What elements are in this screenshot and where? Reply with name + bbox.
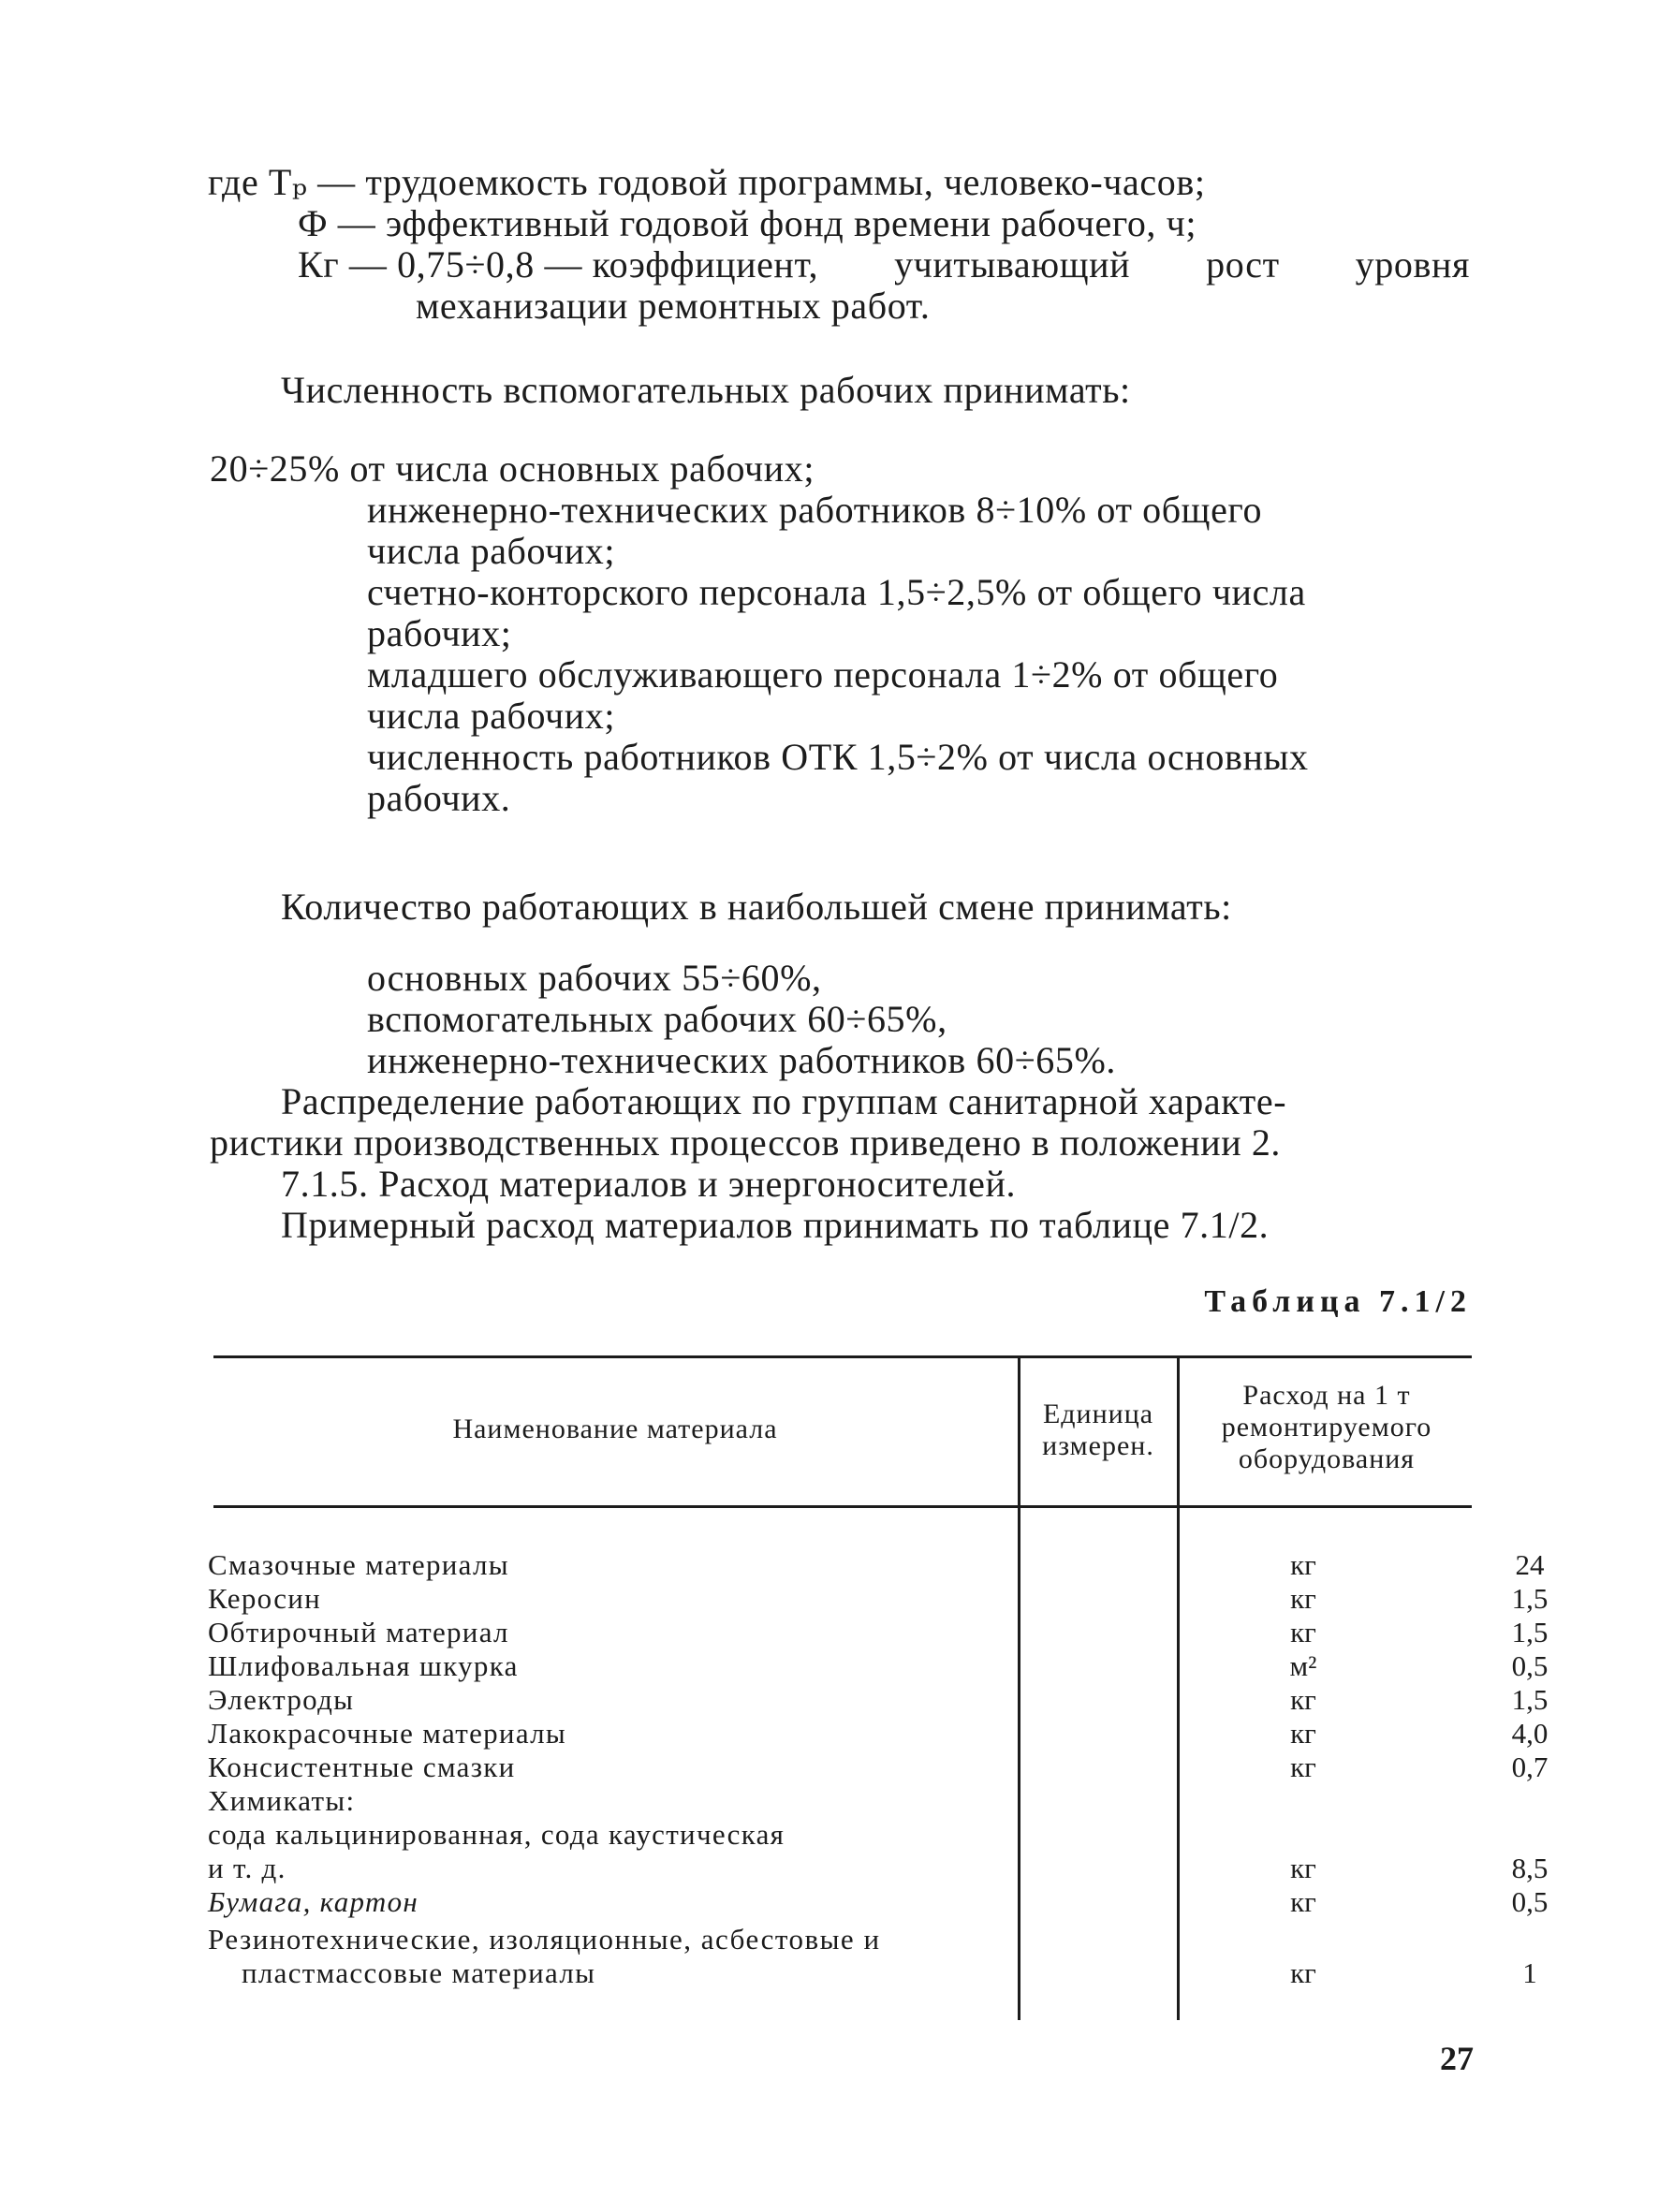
row-unit: кг — [1290, 1548, 1316, 1581]
text-line-6: 20÷25% от числа основных рабочих; — [210, 447, 815, 490]
row-name: Консистентные смазки — [208, 1751, 516, 1783]
row-value: 0,7 — [1511, 1751, 1549, 1783]
table-row — [208, 1852, 1549, 1885]
table-row — [208, 1818, 1472, 1852]
text-line-12: числа рабочих; — [367, 695, 616, 737]
row-value: 4,0 — [1511, 1717, 1549, 1750]
text-line-20: ристики производственных процессов приведено в положении 2. — [210, 1121, 1282, 1164]
row-value: 1 — [1522, 1956, 1537, 1989]
row-unit: кг — [1290, 1616, 1316, 1648]
row-value: 0,5 — [1511, 1649, 1549, 1682]
row-unit: кг — [1290, 1717, 1316, 1750]
row-name: Электроды — [208, 1683, 355, 1716]
header-unit-line-2: измерен. — [1042, 1430, 1154, 1461]
row-name: Шлифовальная шкурка — [208, 1649, 519, 1682]
row-value: 8,5 — [1511, 1852, 1549, 1884]
text-line-3-a: Кг — 0,75÷0,8 — коэффициент, — [298, 243, 819, 286]
text-line-22: Примерный расход материалов принимать по таблице 7.1/2. — [281, 1204, 1270, 1246]
row-name: и т. д. — [208, 1852, 286, 1884]
text-line-11: младшего обслуживающего персонала 1÷2% от общего — [367, 653, 1279, 696]
text-line-18: инженерно-технических работников 60÷65%. — [367, 1039, 1116, 1081]
row-name: сода кальцинированная, сода каустическая — [208, 1818, 785, 1851]
row-value: 1,5 — [1511, 1582, 1549, 1615]
text-line-4: механизации ремонтных работ. — [416, 285, 931, 327]
text-line-17: вспомогательных рабочих 60÷65%, — [367, 998, 947, 1040]
text-line-9: счетно-конторского персонала 1,5÷2,5% от общего числа — [367, 571, 1306, 613]
row-value: 0,5 — [1511, 1885, 1549, 1918]
row-unit: кг — [1290, 1956, 1316, 1989]
row-name: пластмассовые материалы — [242, 1956, 596, 1989]
header-material-name: Наименование материала — [452, 1414, 778, 1444]
row-name: Лакокрасочные материалы — [208, 1717, 567, 1750]
row-value: 1,5 — [1511, 1616, 1549, 1648]
text-line-5: Численность вспомогательных рабочих принимать: — [281, 369, 1131, 411]
row-unit: м² — [1289, 1649, 1317, 1682]
text-line-10: рабочих; — [367, 612, 512, 654]
table-row — [208, 1582, 1549, 1616]
row-name: Бумага, картон — [208, 1885, 419, 1918]
row-value: 1,5 — [1511, 1683, 1549, 1716]
text-line-3 — [298, 243, 1470, 286]
text-line-16: основных рабочих 55÷60%, — [367, 957, 822, 999]
text-line-1: где Тₚ — трудоемкость годовой программы, человеко-часов; — [208, 161, 1206, 203]
table-row — [208, 1548, 1545, 1582]
text-line-15: Количество работающих в наибольшей смене принимать: — [281, 886, 1232, 928]
text-line-14: рабочих. — [367, 777, 511, 819]
header-consumption-line-2: ремонтируемого — [1221, 1412, 1432, 1443]
text-line-7: инженерно-технических работников 8÷10% от общего — [367, 489, 1263, 531]
text-line-3-d: уровня — [1355, 243, 1470, 286]
row-name: Керосин — [208, 1582, 322, 1615]
table-caption: Таблица 7.1/2 — [1204, 1284, 1472, 1319]
row-unit: кг — [1290, 1852, 1316, 1884]
row-name: Резинотехнические, изоляционные, асбестовые и — [208, 1923, 881, 1956]
text-line-3-c: рост — [1206, 243, 1280, 286]
table-row — [208, 1616, 1549, 1649]
header-unit-line-1: Единица — [1042, 1399, 1154, 1429]
text-line-19: Распределение работающих по группам санитарной характе- — [281, 1080, 1287, 1122]
table-row — [208, 1956, 1537, 1990]
text-line-21: 7.1.5. Расход материалов и энергоносителей. — [281, 1163, 1017, 1205]
row-unit: кг — [1290, 1885, 1316, 1918]
table-row — [208, 1784, 1472, 1818]
row-unit: кг — [1290, 1751, 1316, 1783]
table-row — [208, 1717, 1549, 1751]
row-name: Смазочные материалы — [208, 1548, 509, 1581]
row-unit: кг — [1290, 1683, 1316, 1716]
header-unit — [1020, 1399, 1176, 1462]
row-value: 24 — [1515, 1548, 1545, 1581]
text-line-8: числа рабочих; — [367, 530, 616, 572]
table-row — [208, 1683, 1549, 1717]
table-row — [208, 1885, 1549, 1919]
header-consumption-line-1: Расход на 1 т — [1242, 1380, 1411, 1411]
table-top-rule — [213, 1355, 1472, 1358]
row-unit: кг — [1290, 1582, 1316, 1615]
page-number: 27 — [1440, 2040, 1474, 2077]
text-line-2: Ф — эффективный годовой фонд времени рабочего, ч; — [298, 202, 1197, 244]
table-row — [208, 1923, 1472, 1956]
table-header-rule — [213, 1505, 1472, 1508]
text-line-13: численность работников ОТК 1,5÷2% от числа основных — [367, 736, 1309, 778]
header-consumption-line-3: оборудования — [1238, 1443, 1416, 1474]
text-line-3-b: учитывающий — [894, 243, 1131, 286]
row-name: Обтирочный материал — [208, 1616, 509, 1648]
table-row — [208, 1649, 1549, 1683]
header-consumption — [1182, 1380, 1472, 1475]
row-name: Химикаты: — [208, 1784, 356, 1817]
table-row — [208, 1751, 1549, 1784]
